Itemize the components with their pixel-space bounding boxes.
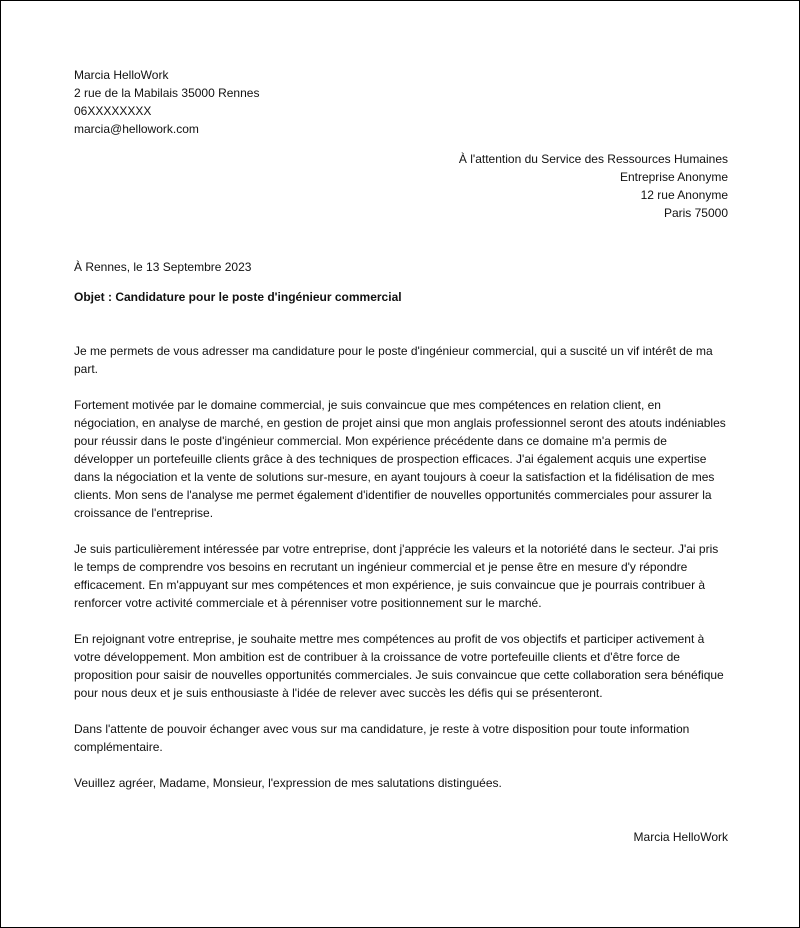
- recipient-attention: À l'attention du Service des Ressources Humaines: [458, 152, 728, 166]
- body-paragraph: Fortement motivée par le domaine commercial, je suis convaincue que mes compétences en relation client, en négociation, en analyse de marché, en gestion de projet ainsi que mon anglais professionnel seront des atouts indéniables pour réussir dans le poste d'ingénieur commercial. Mon expérience précédente dans ce domaine m'a permis de développer un portefeuille clients grâce à des techniques de prospection efficaces. J'ai également acquis une expertise dans la négociation et la vente de solutions sur-mesure, en ayant toujours à coeur la satisfaction et la fidélisation de mes clients. Mon sens de l'analyse me permet également d'identifier de nouvelles opportunités commerciales pour assurer la croissance de l'entreprise.: [74, 398, 726, 520]
- closing-paragraph: Veuillez agréer, Madame, Monsieur, l'expression de mes salutations distinguées.: [74, 776, 502, 790]
- sender-phone: 06XXXXXXXX: [74, 104, 152, 118]
- body-paragraph: Je me permets de vous adresser ma candidature pour le poste d'ingénieur commercial, qui a suscité un vif intérêt de ma part.: [74, 344, 713, 376]
- letter-date: À Rennes, le 13 Septembre 2023: [74, 260, 252, 274]
- sender-email: marcia@hellowork.com: [74, 122, 199, 136]
- signature: Marcia HelloWork: [633, 830, 728, 844]
- recipient-street: 12 rue Anonyme: [640, 188, 728, 202]
- recipient-city: Paris 75000: [663, 206, 728, 220]
- sender-block: [74, 66, 728, 138]
- body-paragraph: Je suis particulièrement intéressée par votre entreprise, dont j'apprécie les valeurs et la notoriété dans le secteur. J'ai pris le temps de comprendre vos besoins en recrutant un ingénieur commercial et je pense être en mesure d'y répondre efficacement. En m'appuyant sur mes compétences et mon expérience, je suis convaincue que je pourrais contribuer à renforcer votre activité commerciale et à pérenniser votre positionnement sur le marché.: [74, 542, 719, 610]
- body-paragraph: En rejoignant votre entreprise, je souhaite mettre mes compétences au profit de vos objectifs et participer activement à votre développement. Mon ambition est de contribuer à la croissance de votre portefeuille clients et d'être force de proposition pour saisir de nouvelles opportunités commerciales. Je suis convaincue que cette collaboration sera bénéfique pour nous deux et je suis enthousiaste à l'idée de relever avec succès les défis qui se présenteront.: [74, 632, 724, 700]
- recipient-block: [74, 150, 728, 222]
- sender-address: 2 rue de la Mabilais 35000 Rennes: [74, 86, 260, 100]
- body-paragraph: Dans l'attente de pouvoir échanger avec vous sur ma candidature, je reste à votre disposition pour toute information complémentaire.: [74, 722, 690, 754]
- letter-subject: Objet : Candidature pour le poste d'ingénieur commercial: [74, 290, 402, 304]
- letter-content: [74, 66, 728, 846]
- sender-name: Marcia HelloWork: [74, 68, 169, 82]
- recipient-company: Entreprise Anonyme: [619, 170, 728, 184]
